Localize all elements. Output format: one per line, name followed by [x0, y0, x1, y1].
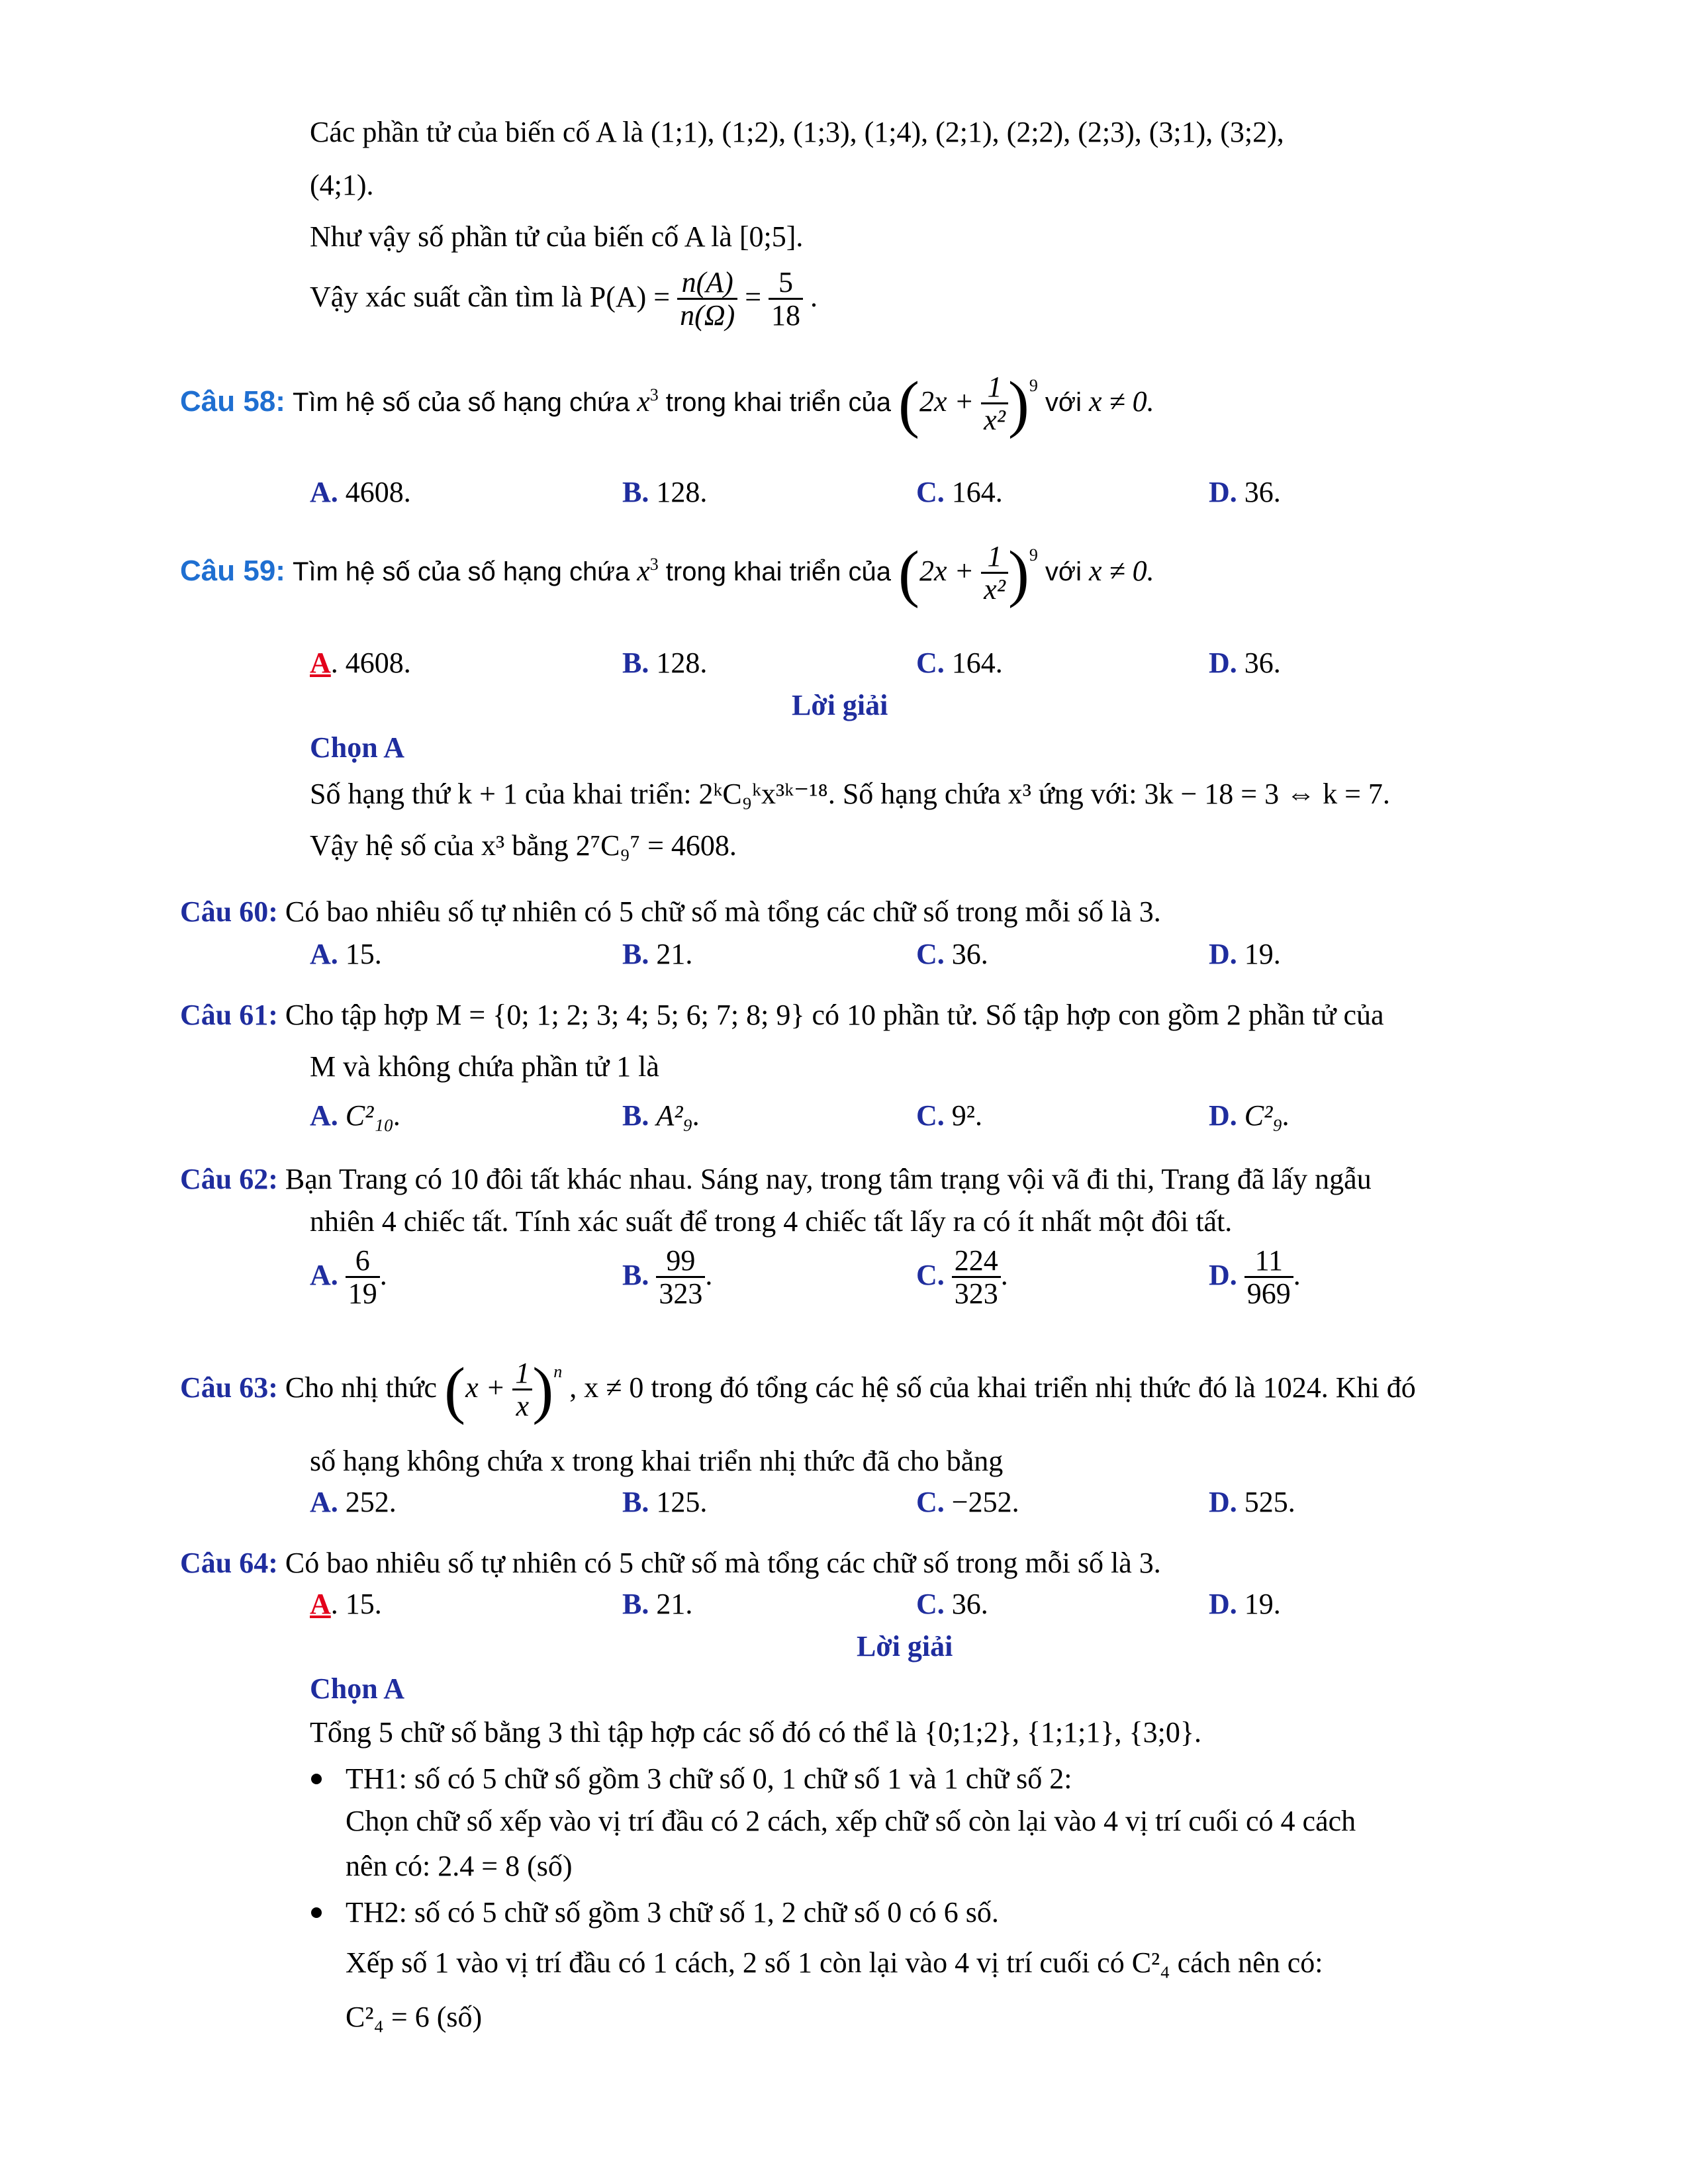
binomial-expression: x +	[465, 1371, 506, 1404]
fraction-numerator: n(A)	[677, 267, 737, 300]
question-label: Câu 60:	[180, 895, 278, 928]
question-text-post: , x ≠ 0 trong đó tổng các hệ số của khai triển nhị thức đó là 1024. Khi đó	[569, 1371, 1416, 1404]
period: .	[810, 280, 818, 313]
option-c: C. 36.	[916, 1588, 988, 1620]
solution-line-1: Tổng 5 chữ số bằng 3 thì tập hợp các số đó có thể là {0;1;2}, {1;1;1}, {3;0}.	[310, 1716, 1201, 1749]
solution-line-2: Vậy hệ số của x³ bằng 2⁷C₉⁷ = 4608.	[310, 829, 737, 862]
binomial-fraction	[981, 372, 1008, 437]
question-label: Câu 58:	[180, 385, 285, 418]
option-b: B. A²₉.	[622, 1099, 700, 1132]
question-61-line-2: M và không chứa phần tử 1 là	[310, 1050, 659, 1083]
question-63	[180, 1354, 1416, 1426]
option-d: D. 36.	[1209, 647, 1281, 679]
probability-label: Vậy xác suất cần tìm là P(A) =	[310, 280, 671, 313]
question-63-line-2: số hạng không chứa x trong khai triển nhị thức đã cho bằng	[310, 1445, 1004, 1477]
question-label: Câu 63:	[180, 1371, 278, 1404]
fraction-denominator: x²	[984, 404, 1006, 437]
question-text: Có bao nhiêu số tự nhiên có 5 chữ số mà tổng các chữ số trong mỗi số là 3.	[285, 895, 1161, 928]
option-b: B. 21.	[622, 938, 693, 970]
option-a: A. 4608.	[310, 476, 411, 508]
question-text-mid: trong khai triển của	[665, 557, 891, 586]
binomial-power: 9	[1029, 545, 1038, 565]
binomial-expression: 2x +	[919, 554, 974, 587]
case-1-line-2: Chọn chữ số xếp vào vị trí đầu có 2 cách, xếp chữ số còn lại vào 4 vị trí cuối có 4 cách	[346, 1805, 1356, 1837]
question-text-mid: trong khai triển của	[665, 387, 891, 417]
solution-title: Lời giải	[857, 1630, 953, 1662]
option-fraction: $\frac{6}{19}$	[346, 1246, 380, 1310]
binomial-fraction	[981, 541, 1008, 606]
paren-open: (	[898, 537, 919, 609]
intro-line-1: Các phần tử của biến cố A là (1;1), (1;2), (1;3), (1;4), (2;1), (2;2), (2;3), (3;1), (3;2),	[310, 116, 1284, 148]
option-a: A. 15.	[310, 1588, 382, 1620]
question-62-line-2: nhiên 4 chiếc tất. Tính xác suất để trong 4 chiếc tất lấy ra có ít nhất một đôi tất.	[310, 1205, 1233, 1238]
option-d: D. 36.	[1209, 476, 1281, 508]
option-b: B. 125.	[622, 1486, 708, 1518]
fraction-numerator: 5	[769, 267, 803, 300]
exponent: 3	[649, 555, 659, 574]
option-b: B. 128.	[622, 647, 708, 679]
intro-line-4	[310, 267, 818, 332]
case-2-title: TH2: số có 5 chữ số gồm 3 chữ số 1, 2 chữ số 0 có 6 số.	[346, 1896, 999, 1929]
option-b: B. $\frac{99}{323}$ .	[622, 1244, 713, 1310]
option-c: C. 164.	[916, 647, 1003, 679]
fraction-denominator: x	[516, 1390, 530, 1423]
paren-open: (	[444, 1354, 466, 1426]
solution-line-1: Số hạng thứ k + 1 của khai triển: 2ᵏC₉ᵏx³ᵏ⁻¹⁸. Số hạng chứa x³ ứng với: 3k − 18 = 3 ⇔ k = 7.	[310, 778, 1390, 810]
option-d: D. 19.	[1209, 938, 1281, 970]
condition-prefix: với	[1045, 557, 1082, 586]
option-d: D. C²₉.	[1209, 1099, 1290, 1132]
probability-fraction-1	[677, 267, 737, 332]
case-2-line-2: Xếp số 1 vào vị trí đầu có 1 cách, 2 số 1 còn lại vào 4 vị trí cuối có C²₄ cách nên có:	[346, 1946, 1323, 1979]
condition-prefix: với	[1045, 387, 1082, 417]
option-b: B. 21.	[622, 1588, 693, 1620]
question-58	[180, 368, 1154, 439]
option-a: A. 4608.	[310, 647, 411, 679]
binomial-expression: 2x +	[919, 385, 974, 418]
question-text: Cho tập hợp M = {0; 1; 2; 3; 4; 5; 6; 7; 8; 9} có 10 phần tử. Số tập hợp con gồm 2 phần tử của	[285, 999, 1384, 1031]
binomial-fraction	[512, 1358, 532, 1423]
binomial-power: n	[553, 1361, 563, 1381]
option-c: C. $\frac{224}{323}$ .	[916, 1244, 1008, 1310]
question-label: Câu 64:	[180, 1547, 278, 1579]
case-1-title: TH1: số có 5 chữ số gồm 3 chữ số 0, 1 chữ số 1 và 1 chữ số 2:	[346, 1762, 1072, 1795]
intro-line-2: (4;1).	[310, 169, 374, 201]
option-a: A. C²₁₀.	[310, 1099, 401, 1132]
question-text: Bạn Trang có 10 đôi tất khác nhau. Sáng nay, trong tâm trạng vội vã đi thi, Trang đã lấy ngẫu	[285, 1163, 1372, 1195]
question-61	[180, 1001, 1384, 1030]
exponent: 3	[649, 385, 659, 405]
intro-line-3: Như vậy số phần tử của biến cố A là [0;5].	[310, 220, 804, 253]
fraction-numerator: 1	[512, 1358, 532, 1390]
option-c: C. −252.	[916, 1486, 1019, 1518]
variable-x: x	[637, 385, 650, 418]
paren-close: )	[1008, 537, 1029, 609]
option-d: D. 525.	[1209, 1486, 1295, 1518]
option-c: C. 9².	[916, 1099, 982, 1132]
question-text: Tìm hệ số của số hạng chứa	[292, 387, 630, 417]
option-d: D. $\frac{11}{969}$ .	[1209, 1244, 1301, 1310]
option-a: A. $\frac{6}{19}$ .	[310, 1244, 387, 1310]
binomial-power: 9	[1029, 375, 1038, 395]
fraction-denominator: 18	[771, 299, 801, 332]
question-label: Câu 59:	[180, 554, 285, 587]
condition: x ≠ 0.	[1089, 554, 1154, 587]
option-a: A. 252.	[310, 1486, 397, 1518]
bullet-icon	[311, 1774, 322, 1784]
equals-sign: =	[745, 280, 762, 313]
paren-close: )	[532, 1354, 554, 1426]
probability-fraction-2	[769, 267, 803, 332]
option-a: A. 15.	[310, 938, 382, 970]
fraction-denominator: x²	[984, 573, 1006, 606]
case-1-line-3: nên có: 2.4 = 8 (số)	[346, 1850, 573, 1882]
option-fraction: $\frac{11}{969}$	[1244, 1246, 1293, 1310]
fraction-denominator: n(Ω)	[680, 299, 735, 332]
variable-x: x	[637, 554, 650, 587]
question-59	[180, 537, 1154, 609]
condition: x ≠ 0.	[1089, 385, 1154, 418]
question-text: Có bao nhiêu số tự nhiên có 5 chữ số mà tổng các chữ số trong mỗi số là 3.	[285, 1547, 1161, 1579]
option-d: D. 19.	[1209, 1588, 1281, 1620]
bullet-icon	[311, 1907, 322, 1918]
paren-close: )	[1008, 368, 1029, 439]
chosen-answer: Chọn A	[310, 731, 405, 764]
question-text: Cho nhị thức	[285, 1371, 438, 1404]
option-fraction: $\frac{224}{323}$	[952, 1246, 1001, 1310]
case-2-line-3: C²₄ = 6 (số)	[346, 2001, 483, 2033]
question-text: Tìm hệ số của số hạng chứa	[292, 557, 630, 586]
question-label: Câu 61:	[180, 999, 278, 1031]
question-label: Câu 62:	[180, 1163, 278, 1195]
option-c: C. 36.	[916, 938, 988, 970]
question-60	[180, 897, 1161, 927]
fraction-numerator: 1	[981, 372, 1008, 404]
question-64	[180, 1549, 1161, 1578]
option-b: B. 128.	[622, 476, 708, 508]
solution-title: Lời giải	[792, 689, 888, 721]
fraction-numerator: 1	[981, 541, 1008, 574]
question-62	[180, 1165, 1372, 1194]
option-fraction: $\frac{99}{323}$	[656, 1246, 705, 1310]
option-c: C. 164.	[916, 476, 1003, 508]
chosen-answer: Chọn A	[310, 1672, 405, 1705]
paren-open: (	[898, 368, 919, 439]
